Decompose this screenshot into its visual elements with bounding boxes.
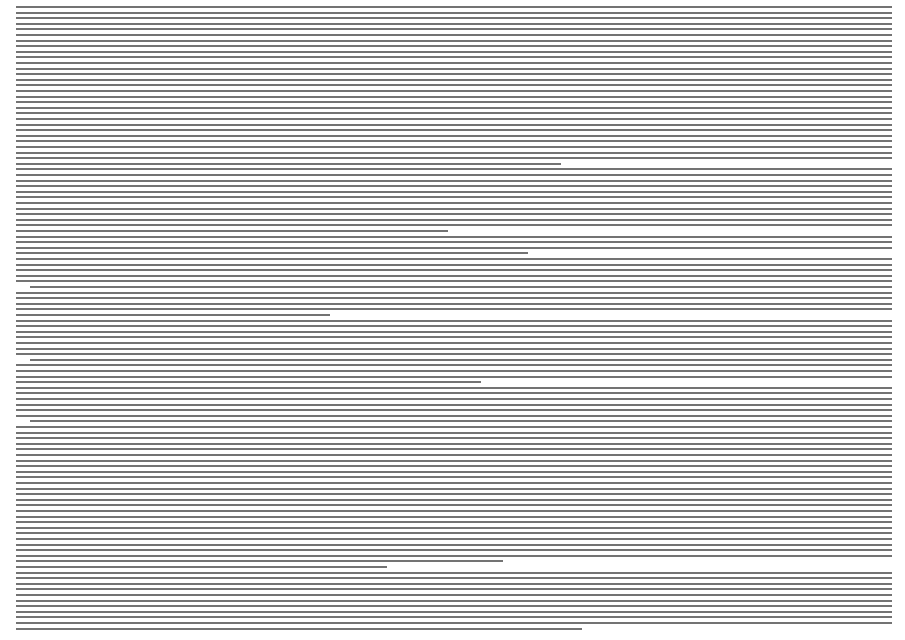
- text-line: [16, 51, 892, 53]
- text-line: [16, 398, 892, 400]
- text-line: [16, 163, 561, 165]
- text-line: [16, 549, 892, 551]
- text-line: [16, 460, 892, 462]
- text-line: [16, 90, 892, 92]
- text-line: [16, 516, 892, 518]
- text-line: [16, 443, 892, 445]
- text-line: [16, 129, 892, 131]
- text-line: [16, 180, 892, 182]
- text-line: [16, 600, 892, 602]
- text-line: [16, 174, 892, 176]
- text-line: [16, 308, 892, 310]
- text-line: [16, 269, 892, 271]
- text-line: [16, 415, 892, 417]
- text-line: [16, 118, 892, 120]
- text-line: [16, 208, 892, 210]
- text-line: [16, 314, 330, 316]
- text-line: [16, 583, 892, 585]
- text-line: [16, 376, 892, 378]
- text-line: [16, 364, 892, 366]
- text-line: [16, 28, 892, 30]
- text-line: [16, 392, 892, 394]
- text-line: [16, 157, 892, 159]
- text-line: [16, 107, 892, 109]
- text-line: [16, 68, 892, 70]
- text-line: [16, 437, 892, 439]
- text-line: [16, 17, 892, 19]
- text-line: [16, 538, 892, 540]
- text-line: [16, 140, 892, 142]
- text-line: [16, 566, 387, 568]
- text-line: [16, 409, 892, 411]
- text-line: [16, 264, 892, 266]
- text-line: [16, 605, 892, 607]
- text-line: [16, 504, 892, 506]
- text-line: [16, 6, 892, 8]
- text-line: [16, 476, 892, 478]
- text-line: [16, 23, 892, 25]
- text-line: [30, 420, 892, 422]
- text-line: [16, 488, 892, 490]
- text-line: [16, 152, 892, 154]
- text-line: [30, 286, 892, 288]
- text-line: [16, 448, 892, 450]
- text-line: [16, 521, 892, 523]
- text-line: [16, 510, 892, 512]
- text-line: [16, 320, 892, 322]
- text-line: [16, 247, 892, 249]
- text-line: [16, 303, 892, 305]
- text-line: [16, 196, 892, 198]
- text-line: [16, 454, 892, 456]
- text-line: [16, 555, 892, 557]
- text-line: [16, 191, 892, 193]
- text-line: [16, 224, 892, 226]
- text-line: [16, 34, 892, 36]
- text-line: [16, 342, 892, 344]
- text-line: [16, 146, 892, 148]
- text-line: [16, 79, 892, 81]
- text-line: [16, 471, 892, 473]
- text-line: [16, 465, 892, 467]
- text-line: [16, 560, 503, 562]
- text-line: [16, 370, 892, 372]
- text-line: [16, 594, 892, 596]
- text-line: [16, 387, 892, 389]
- text-line: [16, 40, 892, 42]
- text-line: [16, 297, 892, 299]
- text-line: [16, 101, 892, 103]
- text-line: [16, 381, 481, 383]
- text-line: [16, 588, 892, 590]
- text-line: [16, 135, 892, 137]
- text-line: [16, 280, 892, 282]
- text-line: [16, 241, 892, 243]
- text-line: [16, 213, 892, 215]
- text-line: [16, 622, 892, 624]
- text-line: [16, 73, 892, 75]
- text-line: [16, 325, 892, 327]
- text-line: [16, 12, 892, 14]
- text-line: [16, 219, 892, 221]
- text-line: [16, 185, 892, 187]
- text-line: [16, 168, 892, 170]
- text-line: [16, 252, 528, 254]
- text-line: [16, 331, 892, 333]
- text-line: [16, 56, 892, 58]
- text-line: [16, 611, 892, 613]
- text-line: [16, 628, 582, 630]
- text-line: [16, 348, 892, 350]
- text-line: [16, 426, 892, 428]
- text-line: [16, 353, 892, 355]
- text-line: [16, 230, 448, 232]
- text-line: [16, 292, 892, 294]
- text-line: [16, 236, 892, 238]
- document-body-text: [16, 6, 892, 634]
- text-line: [16, 527, 892, 529]
- text-line: [16, 499, 892, 501]
- text-line: [16, 202, 892, 204]
- text-line: [16, 532, 892, 534]
- text-line: [16, 577, 892, 579]
- text-line: [16, 544, 892, 546]
- text-line: [16, 616, 892, 618]
- text-line: [16, 124, 892, 126]
- text-line: [16, 62, 892, 64]
- text-line: [30, 359, 892, 361]
- text-line: [16, 112, 892, 114]
- text-line: [16, 258, 892, 260]
- text-line: [16, 45, 892, 47]
- text-line: [16, 96, 892, 98]
- text-line: [16, 432, 892, 434]
- text-line: [16, 572, 892, 574]
- text-line: [16, 84, 892, 86]
- text-line: [16, 275, 892, 277]
- text-line: [16, 482, 892, 484]
- text-line: [16, 404, 892, 406]
- text-line: [16, 493, 892, 495]
- text-line: [16, 336, 892, 338]
